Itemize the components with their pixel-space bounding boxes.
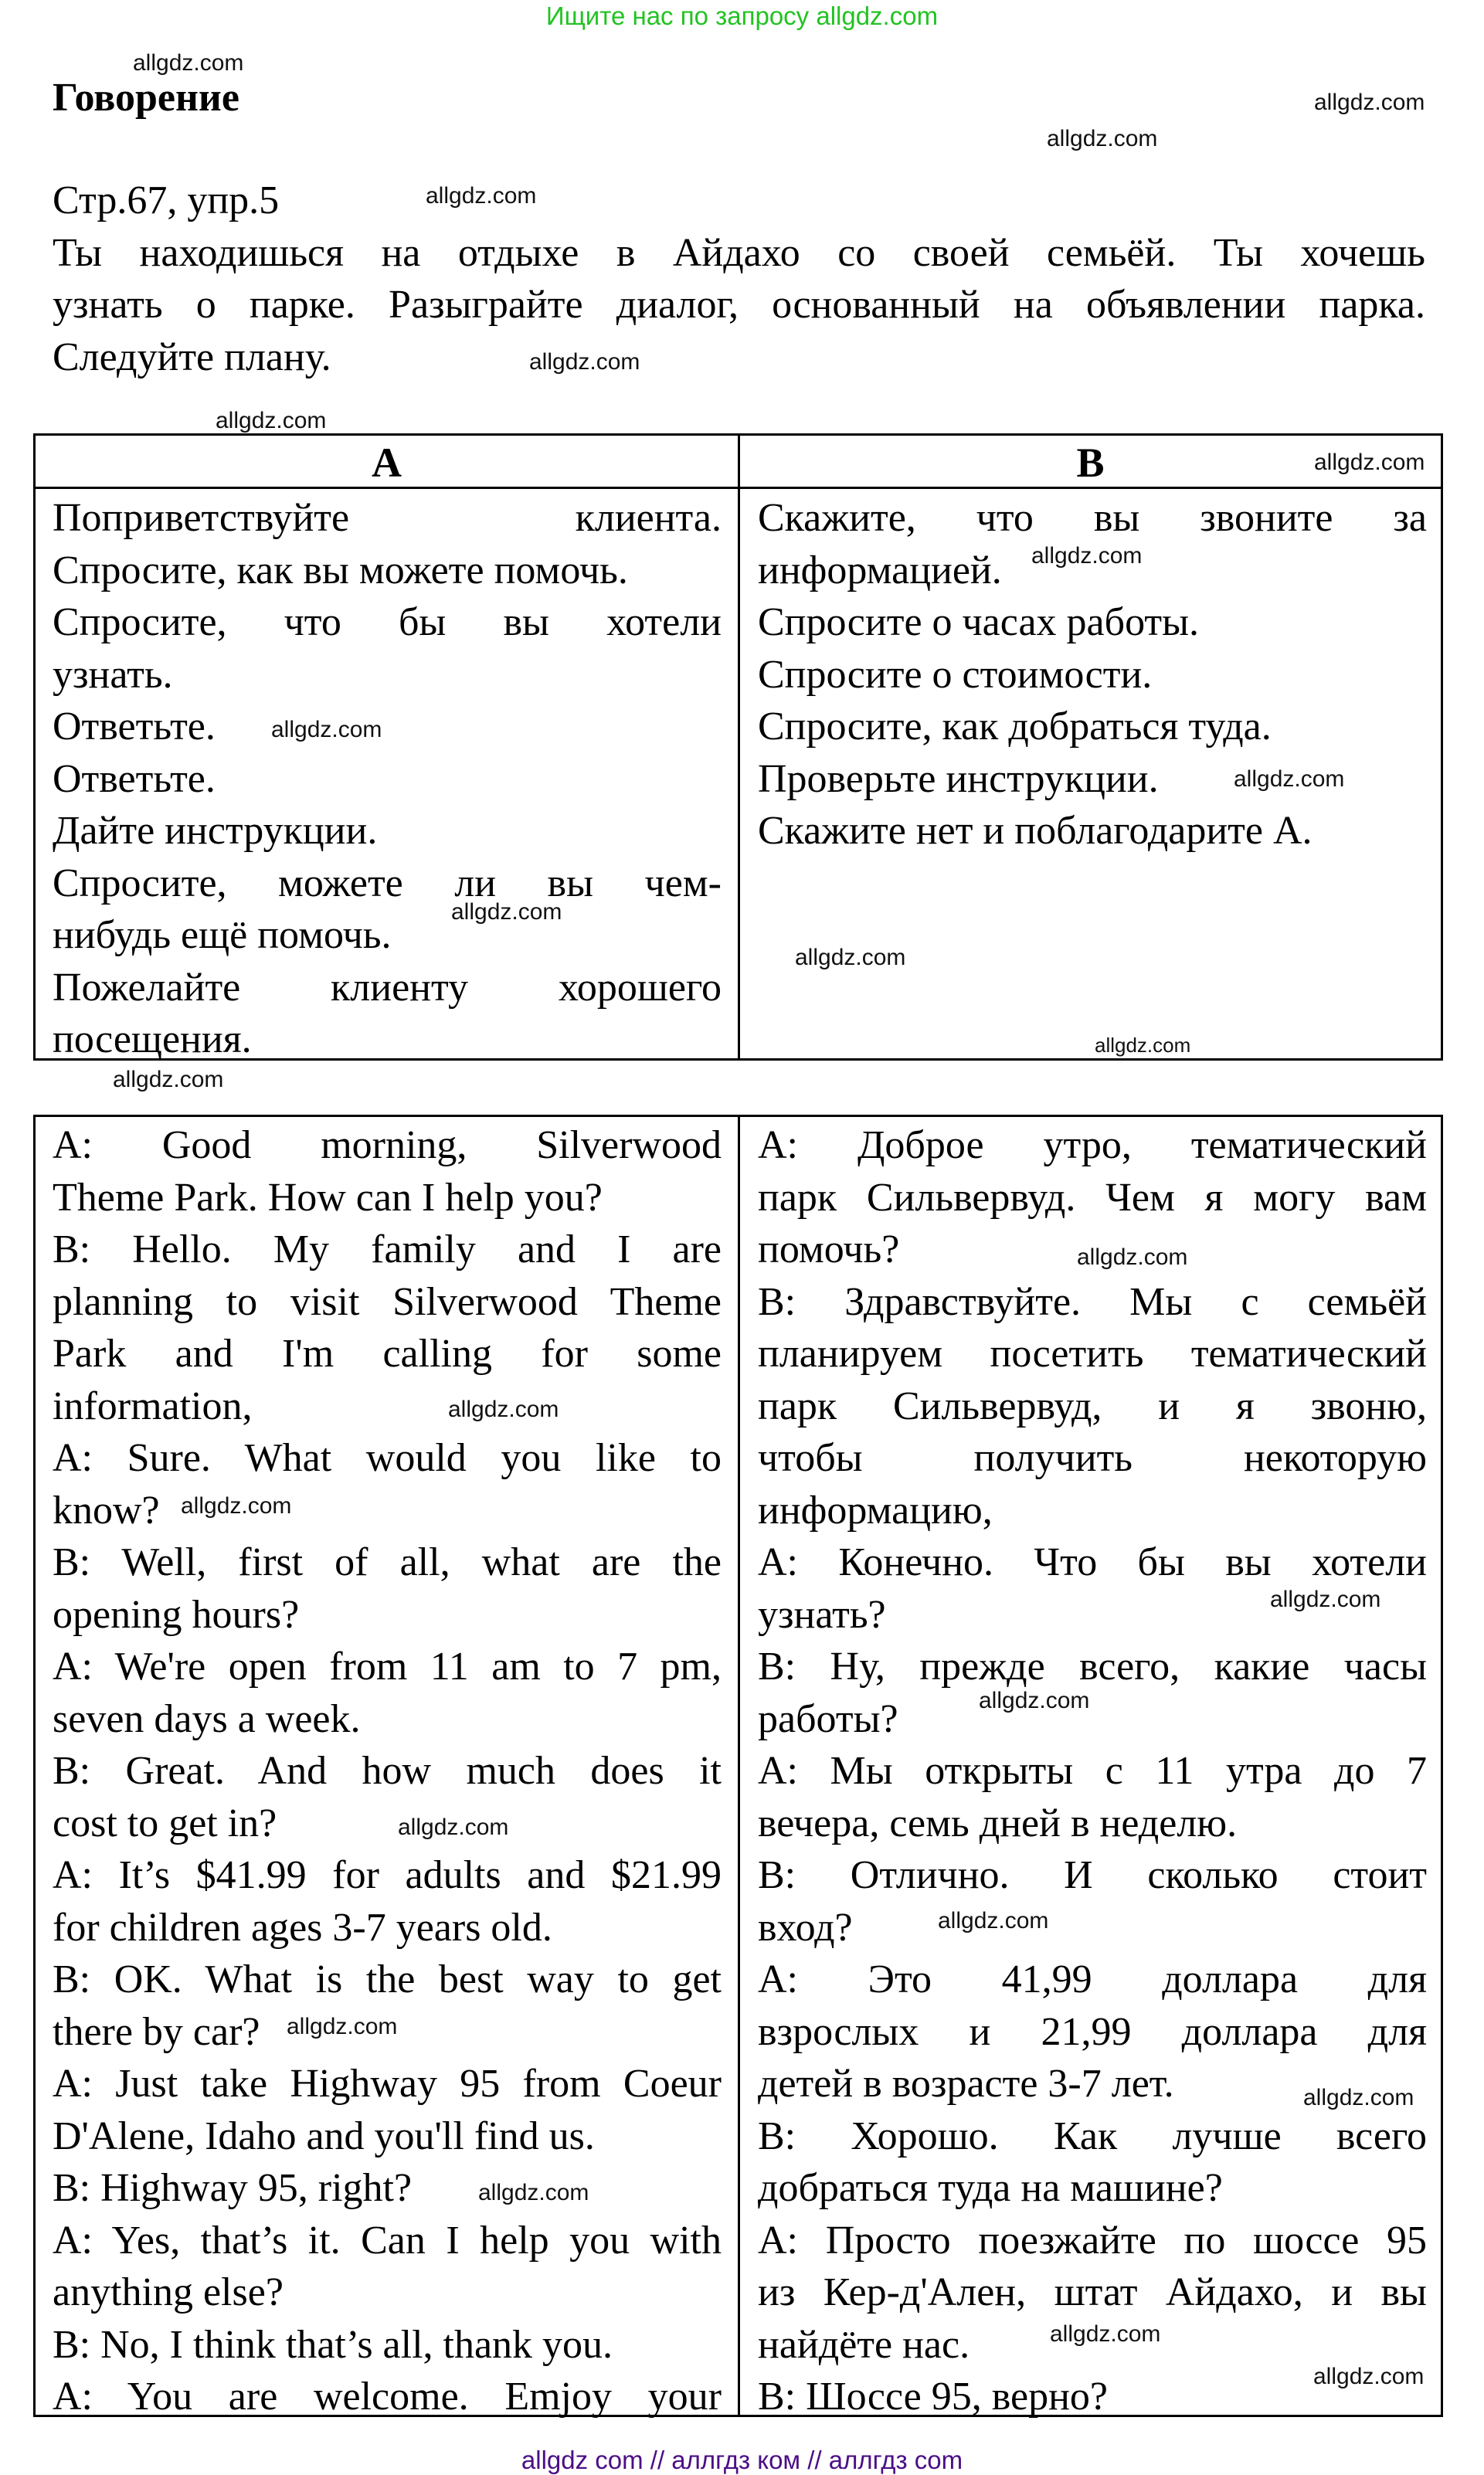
watermark: allgdz.com: [478, 2180, 589, 2205]
text-line: anything else?: [53, 2270, 284, 2314]
watermark: allgdz.com: [448, 1397, 559, 1422]
dialog-english: [53, 1119, 722, 2423]
text-line: А: Конечно. Что бы вы хотели: [758, 1540, 1427, 1584]
text-line: Ответьте.: [53, 704, 216, 749]
text-line: B: No, I think that’s all, thank you.: [53, 2322, 613, 2367]
watermark: allgdz.com: [979, 1688, 1090, 1713]
column-divider: [738, 1117, 740, 2415]
exercise-reference: Стр.67, упр.5: [53, 178, 280, 222]
watermark: allgdz.com: [938, 1908, 1049, 1933]
watermark: allgdz.com: [1313, 2364, 1425, 2389]
watermark: allgdz.com: [426, 183, 537, 209]
text-line: работы?: [758, 1696, 898, 1741]
text-line: Поприветствуйте клиента.: [53, 496, 722, 540]
watermark: allgdz.com: [216, 408, 327, 433]
text-line: парк Сильвервуд, и я звоню,: [758, 1383, 1427, 1428]
watermark: allgdz.com: [529, 349, 640, 375]
text-line: A: You are welcome. Emjoy your: [53, 2375, 722, 2419]
watermark: allgdz.com: [1031, 543, 1143, 569]
text-line: Спросите, можете ли вы чем-: [53, 861, 722, 905]
text-line: planning to visit Silverwood Theme: [53, 1279, 722, 1324]
watermark: allgdz.com: [113, 1067, 224, 1092]
text-line: A: Yes, that’s it. Can I help you with: [53, 2218, 722, 2263]
text-line: нибудь ещё помочь.: [53, 913, 392, 957]
text-line: Проверьте инструкции.: [758, 756, 1159, 801]
text-line: B: Well, first of all, what are the: [53, 1540, 722, 1584]
text-line: B: Highway 95, right?: [53, 2166, 413, 2210]
text-line: из Кер-д'Ален, штат Айдахо, и вы: [758, 2270, 1427, 2314]
text-line: взрослых и 21,99 доллара для: [758, 2009, 1427, 2054]
watermark: allgdz.com: [451, 899, 562, 925]
watermark: allgdz.com: [1234, 766, 1345, 792]
text-line: помочь?: [758, 1227, 900, 1271]
watermark: allgdz.com: [1095, 1034, 1191, 1057]
header-role-b: B: [1076, 440, 1105, 486]
footer-watermark: allgdz com // аллгдз ком // аллгдз com: [521, 2446, 963, 2474]
watermark: allgdz.com: [133, 50, 244, 76]
watermark: allgdz.com: [271, 717, 382, 742]
text-line: узнать о парке. Разыграйте диалог, основанный на объявлении парка.: [53, 283, 1425, 327]
text-line: добраться туда на машине?: [758, 2166, 1223, 2210]
text-line: В: Ну, прежде всего, какие часы: [758, 1645, 1427, 1689]
text-line: В: Отлично. И сколько стоит: [758, 1853, 1427, 1897]
text-line: Спросите о стоимости.: [758, 652, 1153, 697]
text-line: А: Просто поезжайте по шоссе 95: [758, 2218, 1427, 2263]
text-line: A: Good morning, Silverwood: [53, 1123, 722, 1167]
text-line: A: Just take Highway 95 from Coeur: [53, 2062, 722, 2106]
text-line: Спросите о часах работы.: [758, 600, 1200, 644]
watermark: allgdz.com: [1047, 126, 1158, 151]
text-line: Пожелайте клиенту хорошего: [53, 965, 722, 1010]
text-line: чтобы получить некоторую: [758, 1436, 1427, 1480]
text-line: Ответьте.: [53, 756, 216, 801]
watermark: allgdz.com: [398, 1815, 509, 1840]
text-line: планируем посетить тематический: [758, 1332, 1427, 1376]
text-line: А: Доброе утро, тематический: [758, 1123, 1427, 1167]
text-line: A: We're open from 11 am to 7 pm,: [53, 1645, 722, 1689]
watermark: allgdz.com: [1314, 90, 1425, 115]
text-line: information,: [53, 1383, 253, 1428]
text-line: парк Сильвервуд. Чем я могу вам: [758, 1175, 1427, 1220]
text-line: Дайте инструкции.: [53, 809, 378, 853]
text-line: детей в возрасте 3-7 лет.: [758, 2062, 1174, 2106]
text-line: В: Здравствуйте. Мы с семьёй: [758, 1279, 1427, 1324]
text-line: узнать?: [758, 1592, 886, 1637]
dialog-russian: [758, 1119, 1427, 2423]
text-line: B: Hello. My family and I are: [53, 1227, 722, 1271]
watermark: allgdz.com: [1077, 1244, 1188, 1270]
text-line: Ты находишься на отдыхе в Айдахо со своей семьёй. Ты хочешь: [53, 230, 1425, 275]
text-line: Park and I'm calling for some: [53, 1332, 722, 1376]
text-line: Скажите нет и поблагодарите А.: [758, 809, 1313, 853]
text-line: know?: [53, 1488, 160, 1533]
watermark: allgdz.com: [1270, 1587, 1381, 1612]
text-line: A: It’s $41.99 for adults and $21.99: [53, 1853, 722, 1897]
watermark: allgdz.com: [1303, 2085, 1414, 2110]
text-line: A: Sure. What would you like to: [53, 1436, 722, 1480]
text-line: информацию,: [758, 1488, 993, 1533]
watermark: allgdz.com: [1314, 450, 1425, 475]
text-line: for children ages 3-7 years old.: [53, 1905, 552, 1950]
watermark: allgdz.com: [181, 1493, 292, 1519]
search-hint-banner: Ищите нас по запросу allgdz.com: [545, 2, 939, 30]
text-line: А: Мы открыты с 11 утра до 7: [758, 1749, 1427, 1793]
column-divider: [738, 436, 740, 1058]
exercise-instructions: [53, 227, 1425, 384]
text-line: Theme Park. How can I help you?: [53, 1175, 603, 1220]
text-line: информацией.: [758, 548, 1002, 592]
exercise-intro: [53, 175, 1425, 383]
text-line: D'Alene, Idaho and you'll find us.: [53, 2113, 595, 2158]
text-line: Спросите, как вы можете помочь.: [53, 548, 628, 592]
text-line: найдёте нас.: [758, 2322, 970, 2367]
watermark: allgdz.com: [795, 945, 906, 970]
plan-table: [33, 433, 1443, 1061]
text-line: seven days a week.: [53, 1696, 361, 1741]
text-line: opening hours?: [53, 1592, 300, 1637]
watermark: allgdz.com: [287, 2014, 398, 2039]
text-line: А: Это 41,99 доллара для: [758, 1957, 1427, 2001]
text-line: посещения.: [53, 1017, 252, 1061]
text-line: B: Great. And how much does it: [53, 1749, 722, 1793]
watermark: allgdz.com: [1050, 2321, 1161, 2347]
plan-role-a: [53, 492, 722, 1066]
text-line: cost to get in?: [53, 1801, 277, 1845]
text-line: Следуйте плану.: [53, 334, 331, 379]
text-line: вечера, семь дней в неделю.: [758, 1801, 1238, 1845]
section-title: Говорение: [53, 76, 239, 120]
header-role-a: A: [372, 440, 402, 486]
text-line: В: Хорошо. Как лучше всего: [758, 2113, 1427, 2158]
text-line: В: Шоссе 95, верно?: [758, 2375, 1108, 2419]
text-line: there by car?: [53, 2009, 260, 2054]
text-line: вход?: [758, 1905, 853, 1950]
text-line: Скажите, что вы звоните за: [758, 496, 1427, 540]
text-line: B: OK. What is the best way to get: [53, 1957, 722, 2001]
text-line: Спросите, что бы вы хотели: [53, 600, 722, 644]
dialog-table: [33, 1115, 1443, 2417]
text-line: Спросите, как добраться туда.: [758, 704, 1272, 749]
text-line: узнать.: [53, 652, 173, 697]
